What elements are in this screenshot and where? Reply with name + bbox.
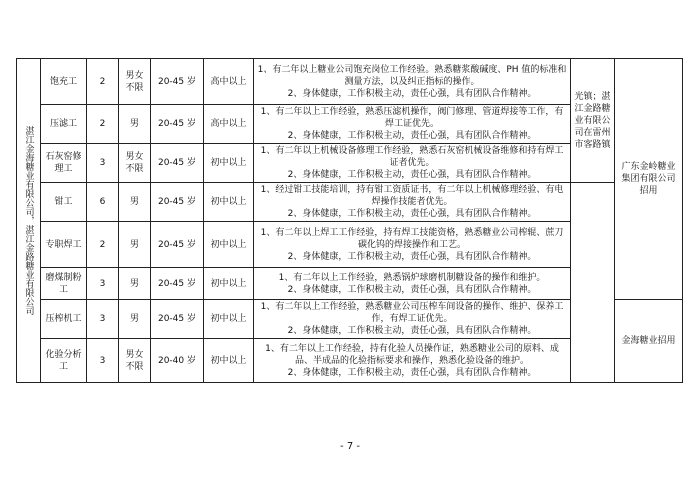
table-row: [17, 59, 683, 105]
requirements-cell: [254, 222, 571, 268]
age-cell: 20-45 岁: [151, 105, 204, 144]
recruitment-table: [16, 58, 683, 383]
count-cell: 2: [87, 105, 119, 144]
education-cell: 高中以上: [204, 59, 254, 105]
gender-cell: 男女不限: [119, 339, 151, 383]
position-cell: 压滤工: [41, 105, 87, 144]
count-cell: 3: [87, 300, 119, 339]
page-number: - 7 -: [340, 441, 360, 452]
education-cell: 初中以上: [204, 183, 254, 222]
position-cell: 压榨机工: [41, 300, 87, 339]
requirements-cell: [254, 339, 571, 383]
gender-cell: 男: [119, 183, 151, 222]
requirement-line: 2、身体健康，工作积极主动，责任心强，具有团队合作精神。: [287, 209, 537, 219]
age-cell: 20-40 岁: [151, 339, 204, 383]
age-cell: 20-45 岁: [151, 144, 204, 183]
requirement-line: 2、身体健康，工作积极主动，责任心强，具有团队合作精神。: [287, 131, 537, 141]
count-cell: 6: [87, 183, 119, 222]
requirement-line: 1、有二年以上工作经验，熟悉锅炉球磨机制糖设备的操作和维护。: [278, 272, 546, 283]
requirement-line: 2、身体健康，工作积极主动，责任心强，具有团队合作精神。: [287, 88, 537, 99]
work-location-cell: 光镇；湛江金路糖业有限公司在雷州市客路镇: [571, 59, 615, 183]
requirement-line: 1、有二年以上焊工工作经验，持有焊工技能资格，熟悉糖业公司榨辊、蔗刀碳化钨的焊接操作和工艺。: [260, 227, 564, 250]
age-cell: 20-45 岁: [151, 59, 204, 105]
requirements-cell: [254, 59, 571, 105]
gender-cell: 男: [119, 268, 151, 300]
requirements-cell: [254, 268, 571, 300]
count-cell: 3: [87, 144, 119, 183]
position-cell: 钳工: [41, 183, 87, 222]
requirement-line: 2、身体健康，工作积极主动，责任心强，具有团队合作精神。: [287, 251, 537, 262]
age-cell: 20-45 岁: [151, 300, 204, 339]
requirement-line: 2、身体健康，工作积极主动，责任心强，具有团队合作精神。: [287, 284, 537, 295]
age-cell: 20-45 岁: [151, 222, 204, 268]
requirements-cell: [254, 105, 571, 144]
age-cell: 20-45 岁: [151, 268, 204, 300]
company-name-cell: 湛江金海糖业有限公司，湛江金路糖业有限公司: [17, 59, 41, 383]
requirements-cell: [254, 144, 571, 183]
table-body: [17, 59, 683, 383]
count-cell: 2: [87, 59, 119, 105]
requirement-line: 1、有二年以上机械设备修理工作经验，熟悉石灰窑机械设备维修和持有焊工证者优先。: [260, 146, 564, 168]
position-cell: 石灰窑修理工: [41, 144, 87, 183]
education-cell: 初中以上: [204, 222, 254, 268]
education-cell: 初中以上: [204, 144, 254, 183]
gender-cell: 男女不限: [119, 144, 151, 183]
requirements-cell: [254, 300, 571, 339]
recruiter-cell-top: 广东金岭糖业集团有限公司招用: [615, 59, 683, 300]
requirement-line: 1、有二年以上工作经验，持有化验人员操作证，熟悉糖业公司的原料、成品、半成品的化验指标要求和操作，熟悉化验设备的维护。: [265, 343, 559, 366]
count-cell: 3: [87, 339, 119, 383]
position-cell: 饱充工: [41, 59, 87, 105]
requirement-line: 2、身体健康，工作积极主动，责任心强，具有团队合作精神。: [287, 367, 537, 378]
requirements-cell: [254, 183, 571, 222]
education-cell: 初中以上: [204, 268, 254, 300]
recruiter-cell-bottom: 金海糖业招用: [615, 300, 683, 383]
education-cell: 初中以上: [204, 300, 254, 339]
requirement-line: 2、身体健康，工作积极主动，责任心强，具有团队合作精神。: [287, 170, 537, 180]
gender-cell: 男: [119, 222, 151, 268]
education-cell: 初中以上: [204, 339, 254, 383]
position-cell: 化验分析工: [41, 339, 87, 383]
requirement-line: 1、经过钳工技能培训，持有钳工资质证书，有二年以上机械修理经验、有电焊操作技能者优先。: [260, 185, 564, 207]
gender-cell: 男: [119, 105, 151, 144]
requirement-line: 1、有二年以上工作经验，熟悉糖业公司压榨车间设备的操作、维护、保养工作，有焊工证优先。: [260, 302, 564, 324]
position-cell: 专职焊工: [41, 222, 87, 268]
requirement-line: 1、有二年以上工作经验，熟悉压滤机操作，阀门修理、管道焊接等工作，有焊工证优先。: [260, 107, 564, 129]
age-cell: 20-45 岁: [151, 183, 204, 222]
table-row: [17, 183, 683, 222]
requirement-line: 2、身体健康，工作积极主动，责任心强，具有团队合作精神。: [287, 326, 537, 336]
count-cell: 2: [87, 222, 119, 268]
count-cell: 3: [87, 268, 119, 300]
requirement-line: 1、有二年以上糖业公司饱充岗位工作经验。熟悉糖浆酸碱度、PH 值的标准和测量方法，以及纠正指标的操作。: [257, 64, 567, 87]
education-cell: 高中以上: [204, 105, 254, 144]
work-location-cell-empty: [571, 183, 615, 383]
position-cell: 磨煤制粉工: [41, 268, 87, 300]
gender-cell: 男: [119, 300, 151, 339]
gender-cell: 男女不限: [119, 59, 151, 105]
